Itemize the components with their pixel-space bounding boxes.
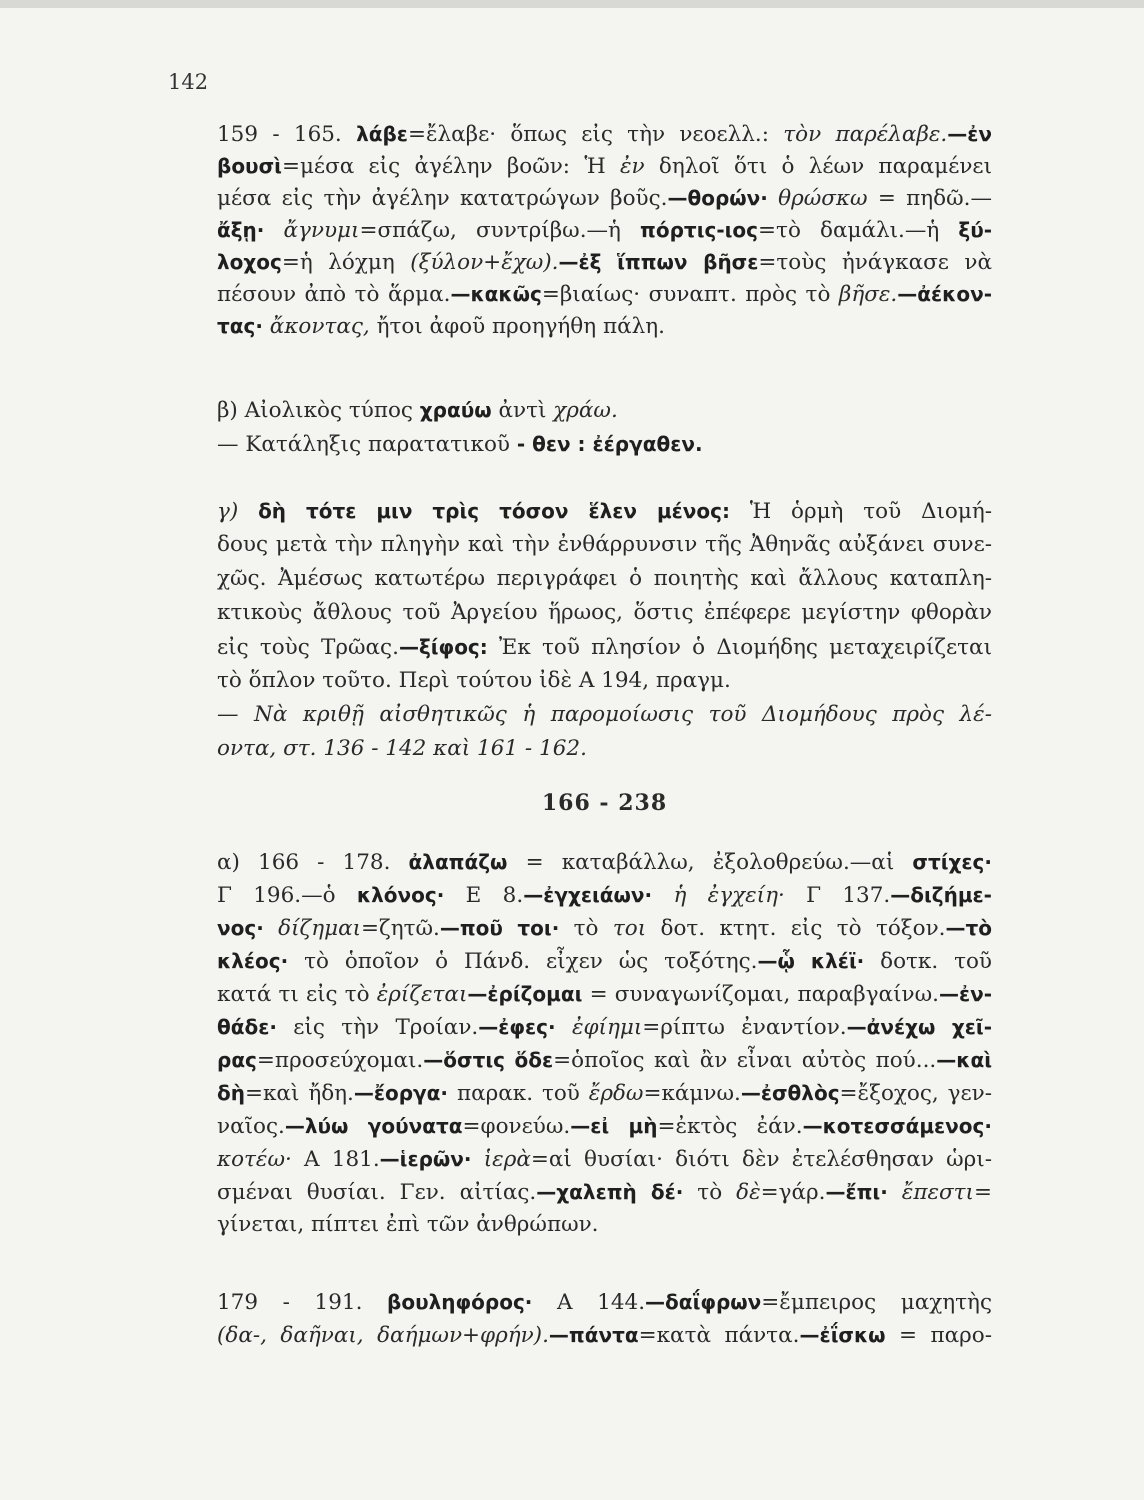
italic-text: (δα-, δαῆναι, δαήμων+φρήν). bbox=[217, 1323, 549, 1348]
italic-text: δὲ bbox=[736, 1180, 761, 1205]
text-run: = bbox=[974, 1180, 993, 1205]
bold-term: κλόνος· bbox=[356, 883, 445, 907]
text-run: ἀντὶ bbox=[491, 398, 554, 423]
bold-term: ρας bbox=[217, 1048, 257, 1072]
text-run: = καταβάλλω, ἐξολοθρεύω.—αἱ bbox=[507, 850, 913, 875]
bold-term: —καὶ bbox=[936, 1048, 992, 1072]
text-run: δηλοῖ ὅτι ὁ λέων παραμένει bbox=[644, 154, 992, 179]
text-line bbox=[217, 846, 992, 879]
text-run: α) 166 - 178. bbox=[217, 850, 409, 875]
italic-text: (ξύλον+ἔχω). bbox=[410, 250, 559, 275]
bold-term: —κακῶς bbox=[450, 282, 542, 306]
italic-text: ἐφίημι bbox=[555, 1015, 643, 1040]
bold-term: ἄξῃ· bbox=[217, 218, 265, 242]
text-run: δους μετὰ τὴν πληγὴν καὶ τὴν ἐνθάρρυνσιν τῆς Ἀθηνᾶς αὐξάνει συνε- bbox=[217, 532, 992, 557]
italic-text: γ) bbox=[217, 499, 259, 524]
text-run: = συναγωνίζομαι, παραβγαίνω. bbox=[582, 982, 939, 1007]
text-run: Ε 8. bbox=[444, 883, 524, 908]
text-run: =αἱ θυσίαι· διότι δὲν ἐτελέσθησαν ὡρι- bbox=[530, 1147, 992, 1172]
bold-term: νος· bbox=[217, 916, 264, 940]
page-number: 142 bbox=[168, 70, 209, 94]
italic-text: τοι bbox=[612, 916, 647, 941]
text-run: παρακ. τοῦ bbox=[448, 1081, 589, 1106]
italic-text: — Νὰ κριθῇ αἰσθητικῶς ἡ παρομοίωσις τοῦ Διομήδους πρὸς λέ- bbox=[217, 702, 992, 727]
bold-term: —ἀέκον- bbox=[897, 282, 992, 306]
italic-text: θρώσκω bbox=[767, 186, 868, 211]
text-run: 179 - 191. bbox=[217, 1290, 388, 1315]
text-line bbox=[217, 733, 992, 765]
text-line bbox=[217, 214, 992, 247]
bold-term: ἀλαπάζω bbox=[408, 850, 508, 874]
text-run: =ἡ λόχμη bbox=[281, 250, 411, 275]
italic-text: ἔπεστι bbox=[887, 1180, 974, 1205]
italic-text: ἐν bbox=[619, 154, 645, 179]
bold-term: —εἰ μὴ bbox=[570, 1114, 658, 1138]
bold-term: —ἱερῶν· bbox=[379, 1147, 472, 1171]
italic-text: κοτέω· bbox=[217, 1147, 292, 1172]
text-line bbox=[217, 1209, 992, 1241]
text-line bbox=[217, 945, 992, 978]
text-line bbox=[217, 428, 992, 461]
text-run: = πηδῶ.— bbox=[867, 186, 992, 211]
text-run: =κατὰ πάντα. bbox=[638, 1323, 800, 1348]
text-line bbox=[217, 118, 992, 151]
text-run: =προσεύχομαι. bbox=[256, 1048, 424, 1073]
text-line bbox=[217, 631, 992, 664]
bold-term: —θορών· bbox=[667, 186, 768, 210]
text-run: =μέσα εἰς ἀγέλην βοῶν: Ἡ bbox=[281, 154, 620, 179]
bold-term: - θεν : ἐέργαθεν. bbox=[516, 432, 703, 456]
text-run: =ἔξοχος, γεν- bbox=[839, 1081, 992, 1106]
bold-term: κλέος· bbox=[217, 949, 289, 973]
italic-text: οντα, στ. 136 - 142 καὶ 161 - 162. bbox=[217, 736, 587, 761]
text-run: δοτκ. τοῦ bbox=[864, 949, 992, 974]
bold-term: —ἐν- bbox=[938, 982, 992, 1006]
text-line bbox=[217, 912, 992, 945]
text-line bbox=[217, 1011, 992, 1044]
text-line bbox=[217, 394, 992, 427]
bold-term: στίχες· bbox=[912, 850, 992, 874]
italic-text: χράω. bbox=[553, 398, 618, 423]
text-line bbox=[217, 1176, 992, 1209]
text-run: =ἐκτὸς ἐάν. bbox=[657, 1114, 803, 1139]
text-run: γίνεται, πίπτει ἐπὶ τῶν ἀνθρώπων. bbox=[217, 1212, 599, 1237]
text-run: τὸ ὅπλον τοῦτο. Περὶ τούτου ἰδὲ Α 194, πραγμ. bbox=[217, 668, 731, 693]
section-heading: 166 - 238 bbox=[541, 790, 668, 816]
text-run: β) Αἰολικὸς τύπος bbox=[217, 398, 420, 423]
text-run: μέσα εἰς τὴν ἀγέλην κατατρώγων βοῦς. bbox=[217, 186, 668, 211]
bold-term: —ᾧ κλέϊ· bbox=[757, 949, 865, 973]
bold-term: —ἐσθλὸς bbox=[740, 1081, 840, 1105]
bold-term: —διζήμε- bbox=[890, 883, 992, 907]
italic-text: ἐρίζεται bbox=[376, 982, 468, 1007]
text-line bbox=[217, 182, 992, 215]
text-run: — Κατάληξις παρατατικοῦ bbox=[217, 432, 517, 457]
text-run: =τὸ δαμάλι.—ἡ bbox=[758, 218, 959, 243]
text-run: =ὁποῖος καὶ ἂν εἶναι αὐτὸς πού... bbox=[553, 1048, 937, 1073]
text-run: πέσουν ἀπὸ τὸ ἅρμα. bbox=[217, 282, 451, 307]
italic-text: ἄγνυμι bbox=[264, 218, 360, 243]
bold-term: πόρτις-ιος bbox=[640, 218, 759, 242]
text-line bbox=[217, 1286, 992, 1319]
text-run: =ζητῶ. bbox=[361, 916, 440, 941]
bold-term: βουσὶ bbox=[217, 154, 282, 178]
bold-term: —λύω γούνατα bbox=[284, 1114, 463, 1138]
text-line bbox=[217, 150, 992, 183]
text-line bbox=[217, 1110, 992, 1143]
bold-term: τας· bbox=[217, 314, 263, 338]
text-line bbox=[217, 246, 992, 279]
bold-term: —δαΐφρων bbox=[645, 1290, 762, 1314]
text-line bbox=[217, 495, 992, 528]
italic-text: δίζημαι bbox=[263, 916, 362, 941]
text-line bbox=[217, 879, 992, 912]
bold-term: βουληφόρος· bbox=[387, 1290, 533, 1314]
text-run: τὸ ὁποῖον ὁ Πάνδ. εἶχεν ὡς τοξότης. bbox=[288, 949, 758, 974]
text-run: =τοὺς ἠνάγκασε νὰ bbox=[758, 250, 992, 275]
text-run: κτικοὺς ἄθλους τοῦ Ἀργείου ἥρωος, ὅστις ἐπέφερε μεγίστην φθορὰν bbox=[217, 600, 992, 625]
bold-term: —ἐρίζομαι bbox=[467, 982, 583, 1006]
bold-term: —ἐγχειάων· bbox=[523, 883, 653, 907]
bold-term: —ἐφες· bbox=[478, 1015, 556, 1039]
text-run: Α 181. bbox=[291, 1147, 380, 1172]
text-run: ἤτοι ἀφοῦ προηγήθη πάλη. bbox=[369, 314, 665, 339]
text-run: εἰς τὴν Τροίαν. bbox=[276, 1015, 479, 1040]
bold-term: —ἔπι· bbox=[825, 1180, 888, 1204]
italic-text: ἡ ἐγχείη· bbox=[652, 883, 785, 908]
bold-term: —ξίφος: bbox=[398, 635, 488, 659]
bold-term: —ἐΐσκω bbox=[799, 1323, 886, 1347]
bold-term: —πάντα bbox=[548, 1323, 639, 1347]
text-run: =σπάζω, συντρίβω.—ἡ bbox=[359, 218, 641, 243]
bold-term: ξύ- bbox=[958, 218, 993, 242]
text-line bbox=[217, 1044, 992, 1077]
text-run: = παρο- bbox=[885, 1323, 992, 1348]
text-line bbox=[217, 529, 992, 561]
text-line bbox=[217, 699, 992, 731]
page-top-edge bbox=[0, 0, 1144, 8]
bold-term: —ἀνέχω χεῖ- bbox=[846, 1015, 993, 1039]
text-run: Γ 196.—ὁ bbox=[217, 883, 357, 908]
italic-text: ἄκοντας, bbox=[262, 314, 370, 339]
bold-term: —ἐξ ἵππων βῆσε bbox=[558, 250, 759, 274]
text-run: 159 - 165. bbox=[217, 122, 357, 147]
text-run: =ἔμπειρος μαχητὴς bbox=[761, 1290, 992, 1315]
text-run: τὸ bbox=[683, 1180, 737, 1205]
text-run: εἰς τοὺς Τρῶας. bbox=[217, 635, 399, 660]
text-line bbox=[217, 563, 992, 595]
bold-term: —ἐν bbox=[947, 122, 993, 146]
bold-term: —ὅστις ὅδε bbox=[423, 1048, 554, 1072]
text-run: ναῖος. bbox=[217, 1114, 285, 1139]
bold-term: —χαλεπὴ δέ· bbox=[536, 1180, 684, 1204]
italic-text: ἱερὰ bbox=[471, 1147, 531, 1172]
text-run: τὸ bbox=[559, 916, 613, 941]
bold-term: —ἔοργα· bbox=[353, 1081, 449, 1105]
text-run: κατά τι εἰς τὸ bbox=[217, 982, 377, 1007]
text-run: =ρίπτω ἐναντίον. bbox=[642, 1015, 847, 1040]
italic-text: ἔρδω bbox=[588, 1081, 644, 1106]
text-run: =φονεύω. bbox=[462, 1114, 571, 1139]
text-run: Ἐκ τοῦ πλησίον ὁ Διομήδης μεταχειρίζεται bbox=[487, 635, 993, 660]
text-run: =καὶ ἤδη. bbox=[244, 1081, 354, 1106]
text-line bbox=[217, 1077, 992, 1110]
bold-term: λάβε bbox=[356, 122, 408, 146]
text-line bbox=[217, 1143, 992, 1176]
bold-term: χραύω bbox=[419, 398, 492, 422]
text-line bbox=[217, 665, 992, 697]
bold-term: —ποῦ τοι· bbox=[439, 916, 560, 940]
text-line bbox=[217, 278, 992, 311]
text-line bbox=[217, 1319, 992, 1352]
bold-term: λοχος bbox=[217, 250, 282, 274]
text-run: Α 144. bbox=[532, 1290, 646, 1315]
bold-term: —τὸ bbox=[945, 916, 992, 940]
text-line bbox=[217, 978, 992, 1011]
text-run: =γάρ. bbox=[760, 1180, 826, 1205]
text-run: =ἔλαβε· ὅπως εἰς τὴν νεοελλ.: bbox=[407, 122, 784, 147]
italic-text: βῆσε. bbox=[838, 282, 898, 307]
text-run: σμέναι θυσίαι. Γεν. αἰτίας. bbox=[217, 1180, 537, 1205]
text-line bbox=[217, 597, 992, 629]
text-run: χῶς. Ἀμέσως κατωτέρω περιγράφει ὁ ποιητὴς καὶ ἄλλους καταπλη- bbox=[217, 566, 992, 591]
italic-text: τὸν παρέλαβε. bbox=[783, 122, 948, 147]
bold-term: θάδε· bbox=[217, 1015, 277, 1039]
text-line bbox=[217, 310, 992, 343]
text-run: Γ 137. bbox=[784, 883, 891, 908]
text-run: =βιαίως· συναπτ. πρὸς τὸ bbox=[541, 282, 839, 307]
bold-term: δὴ bbox=[217, 1081, 245, 1105]
bold-term: —κοτεσσάμενος· bbox=[802, 1114, 992, 1138]
text-run: δοτ. κτητ. εἰς τὸ τόξον. bbox=[646, 916, 946, 941]
text-run: Ἡ ὁρμὴ τοῦ Διομή- bbox=[730, 499, 992, 524]
bold-term: δὴ τότε μιν τρὶς τόσον ἕλεν μένος: bbox=[258, 499, 731, 523]
text-run: =κάμνω. bbox=[643, 1081, 741, 1106]
